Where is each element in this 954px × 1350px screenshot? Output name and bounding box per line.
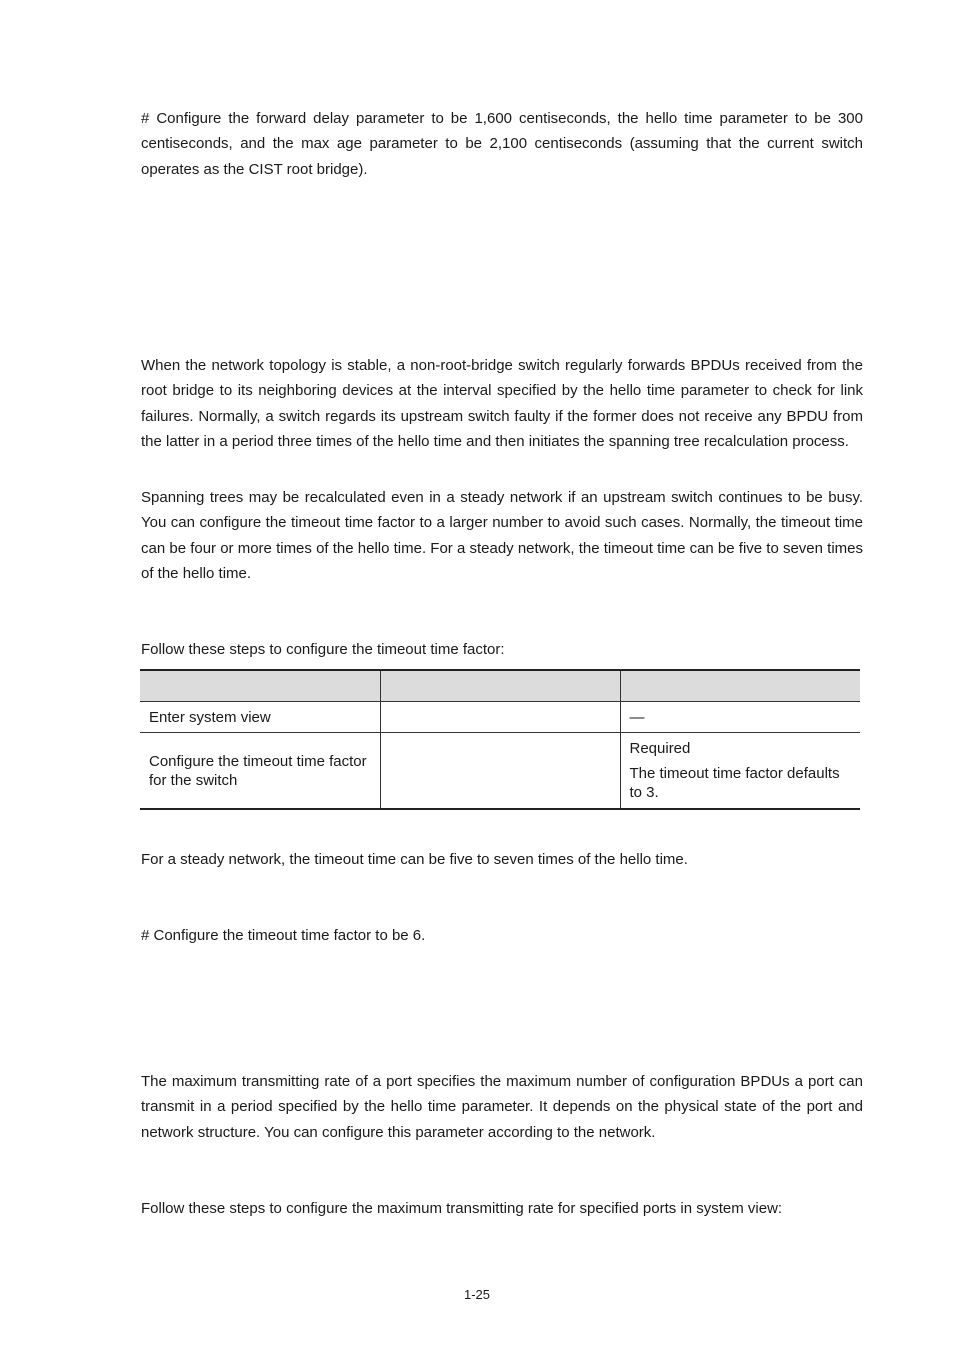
paragraph-steps-intro: Follow these steps to configure the timeout time factor: [141, 641, 505, 658]
header-operation [140, 670, 380, 702]
table-row [140, 702, 860, 733]
table-row [140, 733, 860, 810]
page-number: 1-25 [463, 1287, 491, 1302]
table-header-row [140, 670, 860, 702]
header-remarks [620, 670, 860, 702]
remarks-required: Required [629, 740, 691, 757]
cell-command [380, 733, 620, 810]
paragraph-configure-example: # Configure the forward delay parameter to be 1,600 centiseconds, the hello time parameter to be 300 centiseconds, and the max age parameter to be 2,100 centiseconds (assuming that the current switch operates as the CIST root bridge). [141, 110, 863, 178]
paragraph-max-rate: The maximum transmitting rate of a port specifies the maximum number of configuration BPDUs a port can transmit in a period specified by the hello time parameter. It depends on the physical state of the port and network structure. You can configure this parameter according to the network. [141, 1073, 863, 1141]
paragraph-max-rate-steps: Follow these steps to configure the maximum transmitting rate for specified ports in system view: [141, 1200, 783, 1217]
remarks-default: The timeout time factor defaults to 3. [629, 765, 840, 801]
cell-command [380, 702, 620, 733]
paragraph-steady-network: For a steady network, the timeout time can be five to seven times of the hello time. [141, 851, 688, 868]
paragraph-topology-stable: When the network topology is stable, a non-root-bridge switch regularly forwards BPDUs received from the root bridge to its neighboring devices at the interval specified by the hello time parameter to check for link failures. Normally, a switch regards its upstream switch faulty if the former does not receive any BPDU from the latter in a period three times of the hello time and then initiates the spanning tree recalculation process. [141, 357, 863, 450]
cell-remarks [620, 733, 860, 810]
timeout-factor-table [140, 669, 860, 810]
paragraph-recalculation: Spanning trees may be recalculated even in a steady network if an upstream switch continues to be busy. You can configure the timeout time factor to a larger number to avoid such cases. Normally, the timeout time can be four or more times of the hello time. For a steady network, the timeout time can be five to seven times of the hello time. [141, 489, 863, 582]
header-command [380, 670, 620, 702]
cell-operation: Configure the timeout time factor for the switch [140, 733, 380, 810]
cell-remarks: — [620, 702, 860, 733]
cell-operation: Enter system view [140, 702, 380, 733]
paragraph-timeout-example: # Configure the timeout time factor to be 6. [141, 927, 426, 944]
